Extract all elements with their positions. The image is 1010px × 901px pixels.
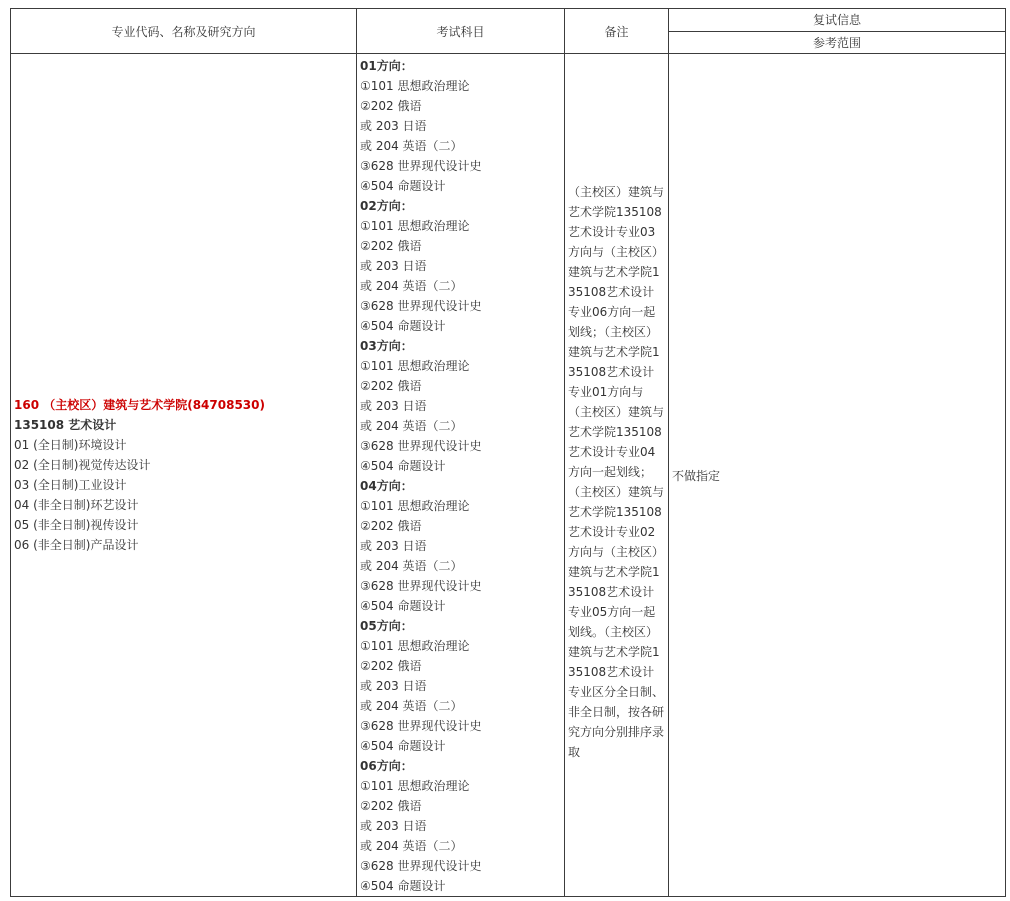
exam-subject: ③628 世界现代设计史 <box>360 439 482 453</box>
college-name: 160 （主校区）建筑与艺术学院(84708530) <box>14 398 265 412</box>
exam-subject: ②202 俄语 <box>360 239 422 253</box>
exam-direction-title: 04方向： <box>360 479 413 493</box>
exam-subject: ④504 命题设计 <box>360 599 446 613</box>
header-exam: 考试科目 <box>357 9 565 54</box>
exam-direction-title: 06方向： <box>360 759 413 773</box>
major-code: 135108 艺术设计 <box>14 418 117 432</box>
exam-direction-title: 05方向： <box>360 619 413 633</box>
direction-item: 03 (全日制)工业设计 <box>14 478 127 492</box>
exam-subject: 或 204 英语（二） <box>360 419 463 433</box>
exam-subject: ④504 命题设计 <box>360 319 446 333</box>
header-ref: 参考范围 <box>669 31 1006 54</box>
exam-subject: ④504 命题设计 <box>360 879 446 893</box>
direction-item: 01 (全日制)环境设计 <box>14 438 127 452</box>
exam-subject: 或 204 英语（二） <box>360 559 463 573</box>
header-major: 专业代码、名称及研究方向 <box>11 9 357 54</box>
exam-subject: ④504 命题设计 <box>360 459 446 473</box>
exam-subject: ②202 俄语 <box>360 379 422 393</box>
exam-subject: ①101 思想政治理论 <box>360 79 470 93</box>
exam-subject: ①101 思想政治理论 <box>360 639 470 653</box>
ref-cell <box>669 54 1006 897</box>
exam-subject: 或 203 日语 <box>360 679 427 693</box>
admissions-table <box>10 8 1006 897</box>
exam-cell <box>357 54 565 897</box>
exam-subject: 或 204 英语（二） <box>360 699 463 713</box>
exam-subject: 或 203 日语 <box>360 819 427 833</box>
exam-subject: ①101 思想政治理论 <box>360 779 470 793</box>
exam-subject: ③628 世界现代设计史 <box>360 719 482 733</box>
exam-subject: 或 203 日语 <box>360 259 427 273</box>
exam-subject: ②202 俄语 <box>360 519 422 533</box>
note-text: （主校区）建筑与艺术学院135108艺术设计专业03方向与（主校区）建筑与艺术学院135108艺术设计专业06方向一起划线；（主校区）建筑与艺术学院135108艺术设计专业01方向与（主校区）建筑与艺术学院135108艺术设计专业04方向一起划线；（主校区）建筑与艺术学院135108艺术设计专业02方向与（主校区）建筑与艺术学院135108艺术设计专业05方向一起划线。（主校区）建筑与艺术学院135108艺术设计专业区分全日制、非全日制，按各研究方向分别排序录取 <box>568 185 665 759</box>
exam-subject: ③628 世界现代设计史 <box>360 299 482 313</box>
exam-subject: ③628 世界现代设计史 <box>360 159 482 173</box>
header-note: 备注 <box>565 9 669 54</box>
exam-subject: ④504 命题设计 <box>360 179 446 193</box>
exam-subject: ③628 世界现代设计史 <box>360 859 482 873</box>
exam-subject: ①101 思想政治理论 <box>360 499 470 513</box>
ref-value: 不做指定 <box>672 468 721 483</box>
exam-subject: ④504 命题设计 <box>360 739 446 753</box>
note-cell <box>565 54 669 897</box>
exam-subject: ②202 俄语 <box>360 659 422 673</box>
exam-subject: 或 203 日语 <box>360 399 427 413</box>
direction-item: 02 (全日制)视觉传达设计 <box>14 458 151 472</box>
exam-subject: 或 203 日语 <box>360 119 427 133</box>
exam-direction-title: 03方向： <box>360 339 413 353</box>
exam-subject: ③628 世界现代设计史 <box>360 579 482 593</box>
header-retest: 复试信息 <box>669 9 1006 32</box>
direction-item: 04 (非全日制)环艺设计 <box>14 498 139 512</box>
exam-subject: 或 204 英语（二） <box>360 839 463 853</box>
direction-item: 06 (非全日制)产品设计 <box>14 538 139 552</box>
exam-subject: ①101 思想政治理论 <box>360 359 470 373</box>
exam-subject: 或 204 英语（二） <box>360 139 463 153</box>
exam-subject: 或 204 英语（二） <box>360 279 463 293</box>
exam-subject: 或 203 日语 <box>360 539 427 553</box>
exam-list <box>360 56 564 896</box>
exam-subject: ①101 思想政治理论 <box>360 219 470 233</box>
direction-item: 05 (非全日制)视传设计 <box>14 518 139 532</box>
exam-subject: ②202 俄语 <box>360 99 422 113</box>
exam-direction-title: 02方向： <box>360 199 413 213</box>
exam-subject: ②202 俄语 <box>360 799 422 813</box>
exam-direction-title: 01方向： <box>360 59 413 73</box>
major-cell <box>11 54 357 897</box>
